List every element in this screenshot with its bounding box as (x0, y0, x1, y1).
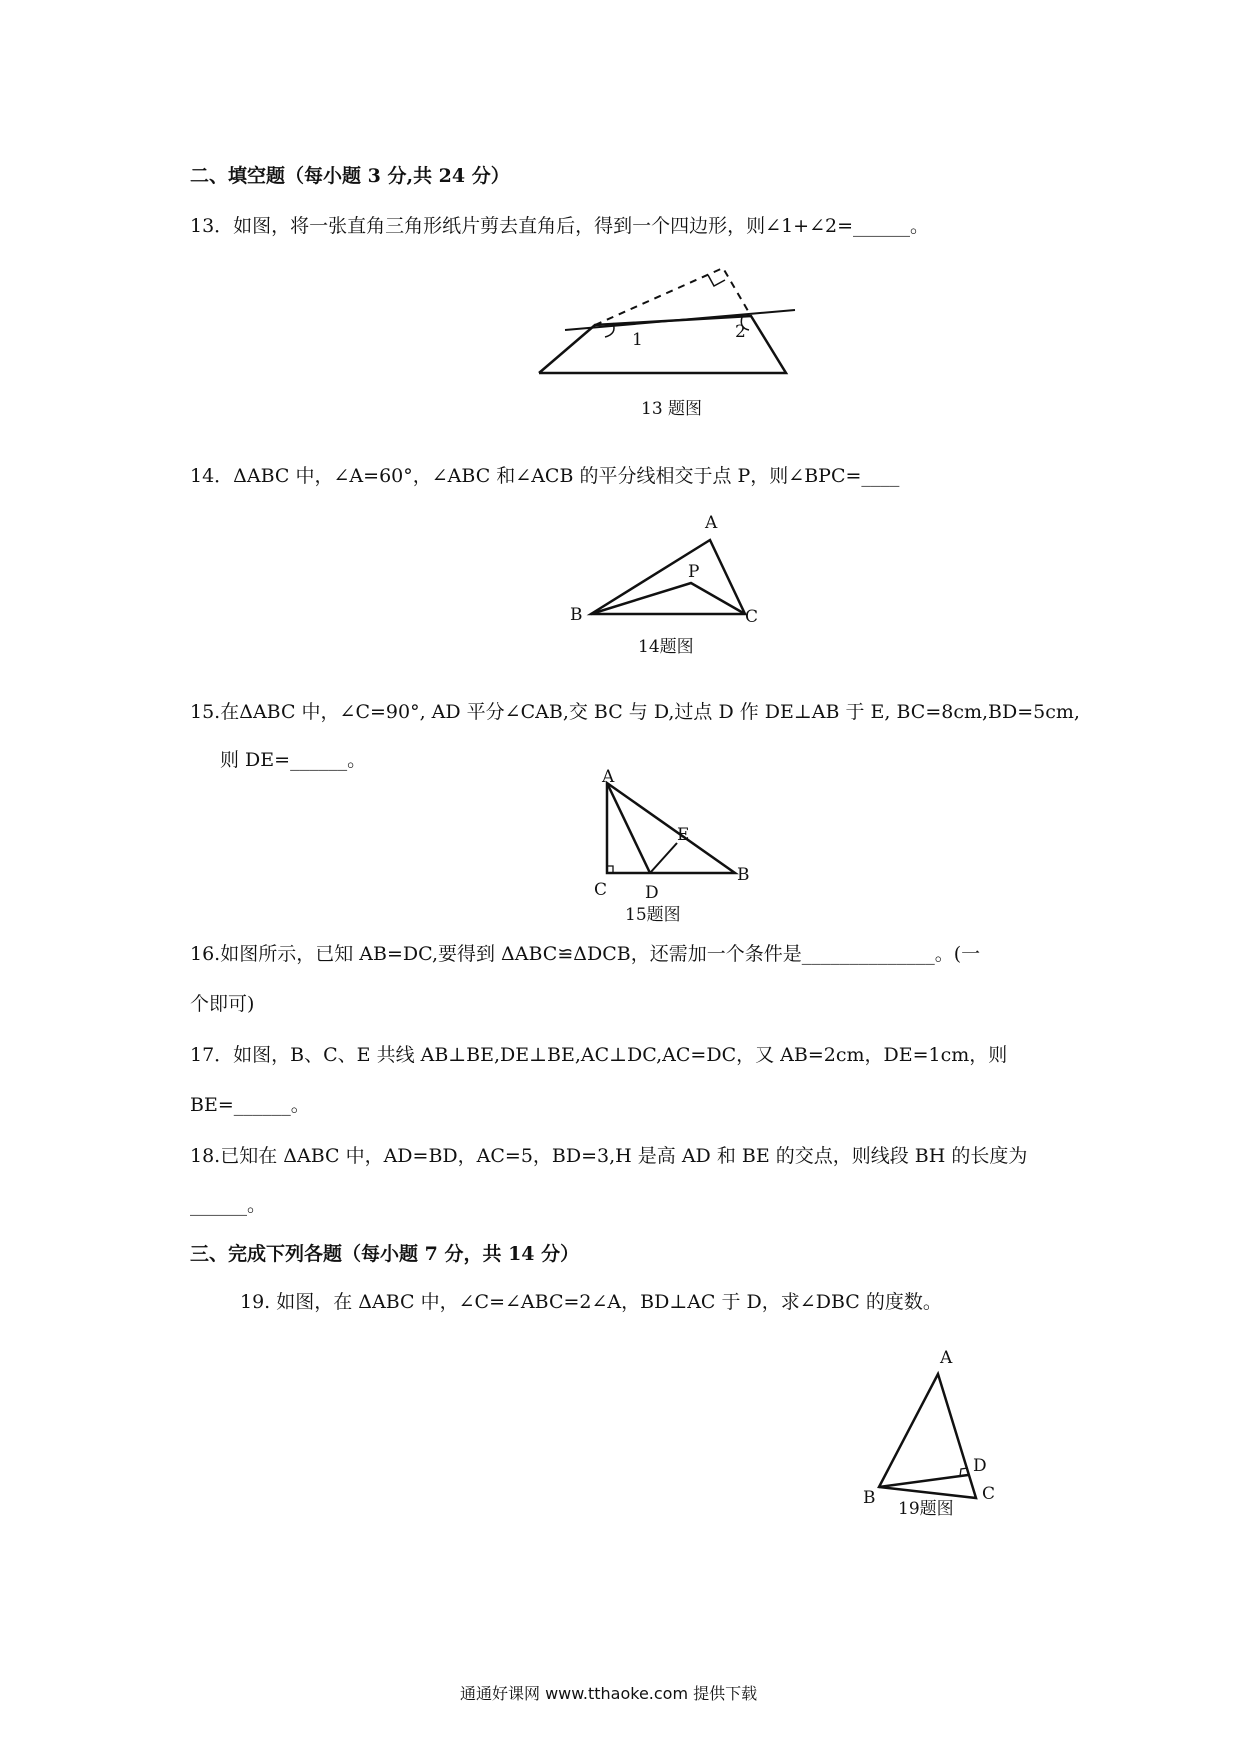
vertex-a-label: A (602, 767, 615, 787)
question-19-figure (863, 1348, 1005, 1519)
question-15-text-line1: 15.在ΔABC 中，∠C=90°, AD 平分∠CAB,交 BC 与 D,过点 D 作 DE⊥AB 于 E, BC=8cm,BD=5cm, (190, 701, 1080, 723)
vertex-c-label: C (594, 880, 608, 900)
page-footer: 通通好课网 www.tthaoke.com 提供下载 (460, 1684, 758, 1703)
question-16-text-line2: 个即可) (190, 993, 255, 1015)
question-19-text: 19. 如图，在 ΔABC 中，∠C=∠ABC=2∠A，BD⊥AC 于 D，求∠DBC 的度数。 (240, 1291, 942, 1313)
vertex-d-label: D (645, 883, 659, 903)
angle-2-label: 2 (735, 322, 746, 342)
section-heading-problems: 三、完成下列各题（每小题 7 分，共 14 分） (190, 1243, 580, 1265)
question-19-caption: 19题图 (898, 1499, 954, 1519)
question-14-figure (568, 510, 768, 627)
vertex-c-label: C (982, 1484, 996, 1504)
vertex-a-label: A (940, 1348, 953, 1368)
question-15-caption: 15题图 (625, 905, 681, 925)
question-17-text-line1: 17．如图，B、C、E 共线 AB⊥BE,DE⊥BE,AC⊥DC,AC=DC，又 AB=2cm，DE=1cm，则 (190, 1044, 1008, 1066)
vertex-a-label: A (705, 513, 718, 533)
question-16-text-line1: 16.如图所示，已知 AB=DC,要得到 ΔABC≌ΔDCB，还需加一个条件是______________。(一 (190, 943, 981, 965)
question-13-text: 13．如图，将一张直角三角形纸片剪去直角后，得到一个四边形，则∠1+∠2=______。 (190, 215, 930, 237)
vertex-c-label: C (745, 607, 759, 627)
vertex-d-label: D (973, 1456, 987, 1476)
vertex-b-label: B (863, 1488, 876, 1508)
question-14-caption: 14题图 (638, 637, 694, 657)
question-14-text: 14．ΔABC 中，∠A=60°，∠ABC 和∠ACB 的平分线相交于点 P，则∠BPC=____ (190, 465, 900, 487)
section-heading-fill-in: 二、填空题（每小题 3 分,共 24 分） (190, 165, 510, 187)
question-18-text-line1: 18.已知在 ΔABC 中，AD=BD，AC=5，BD=3,H 是高 AD 和 BE 的交点，则线段 BH 的长度为 (190, 1145, 1028, 1167)
question-15-text-line2: 则 DE=______。 (220, 749, 367, 771)
question-15-figure (594, 767, 750, 903)
vertex-b-label: B (737, 865, 750, 885)
question-17-text-line2: BE=______。 (190, 1094, 310, 1116)
vertex-p-label: P (688, 562, 700, 582)
vertex-e-label: E (677, 825, 690, 845)
vertex-b-label: B (570, 605, 583, 625)
angle-1-label: 1 (632, 330, 643, 350)
question-13-figure (535, 262, 805, 382)
question-13-caption: 13 题图 (641, 399, 703, 419)
question-18-text-line2: ______。 (190, 1194, 267, 1216)
